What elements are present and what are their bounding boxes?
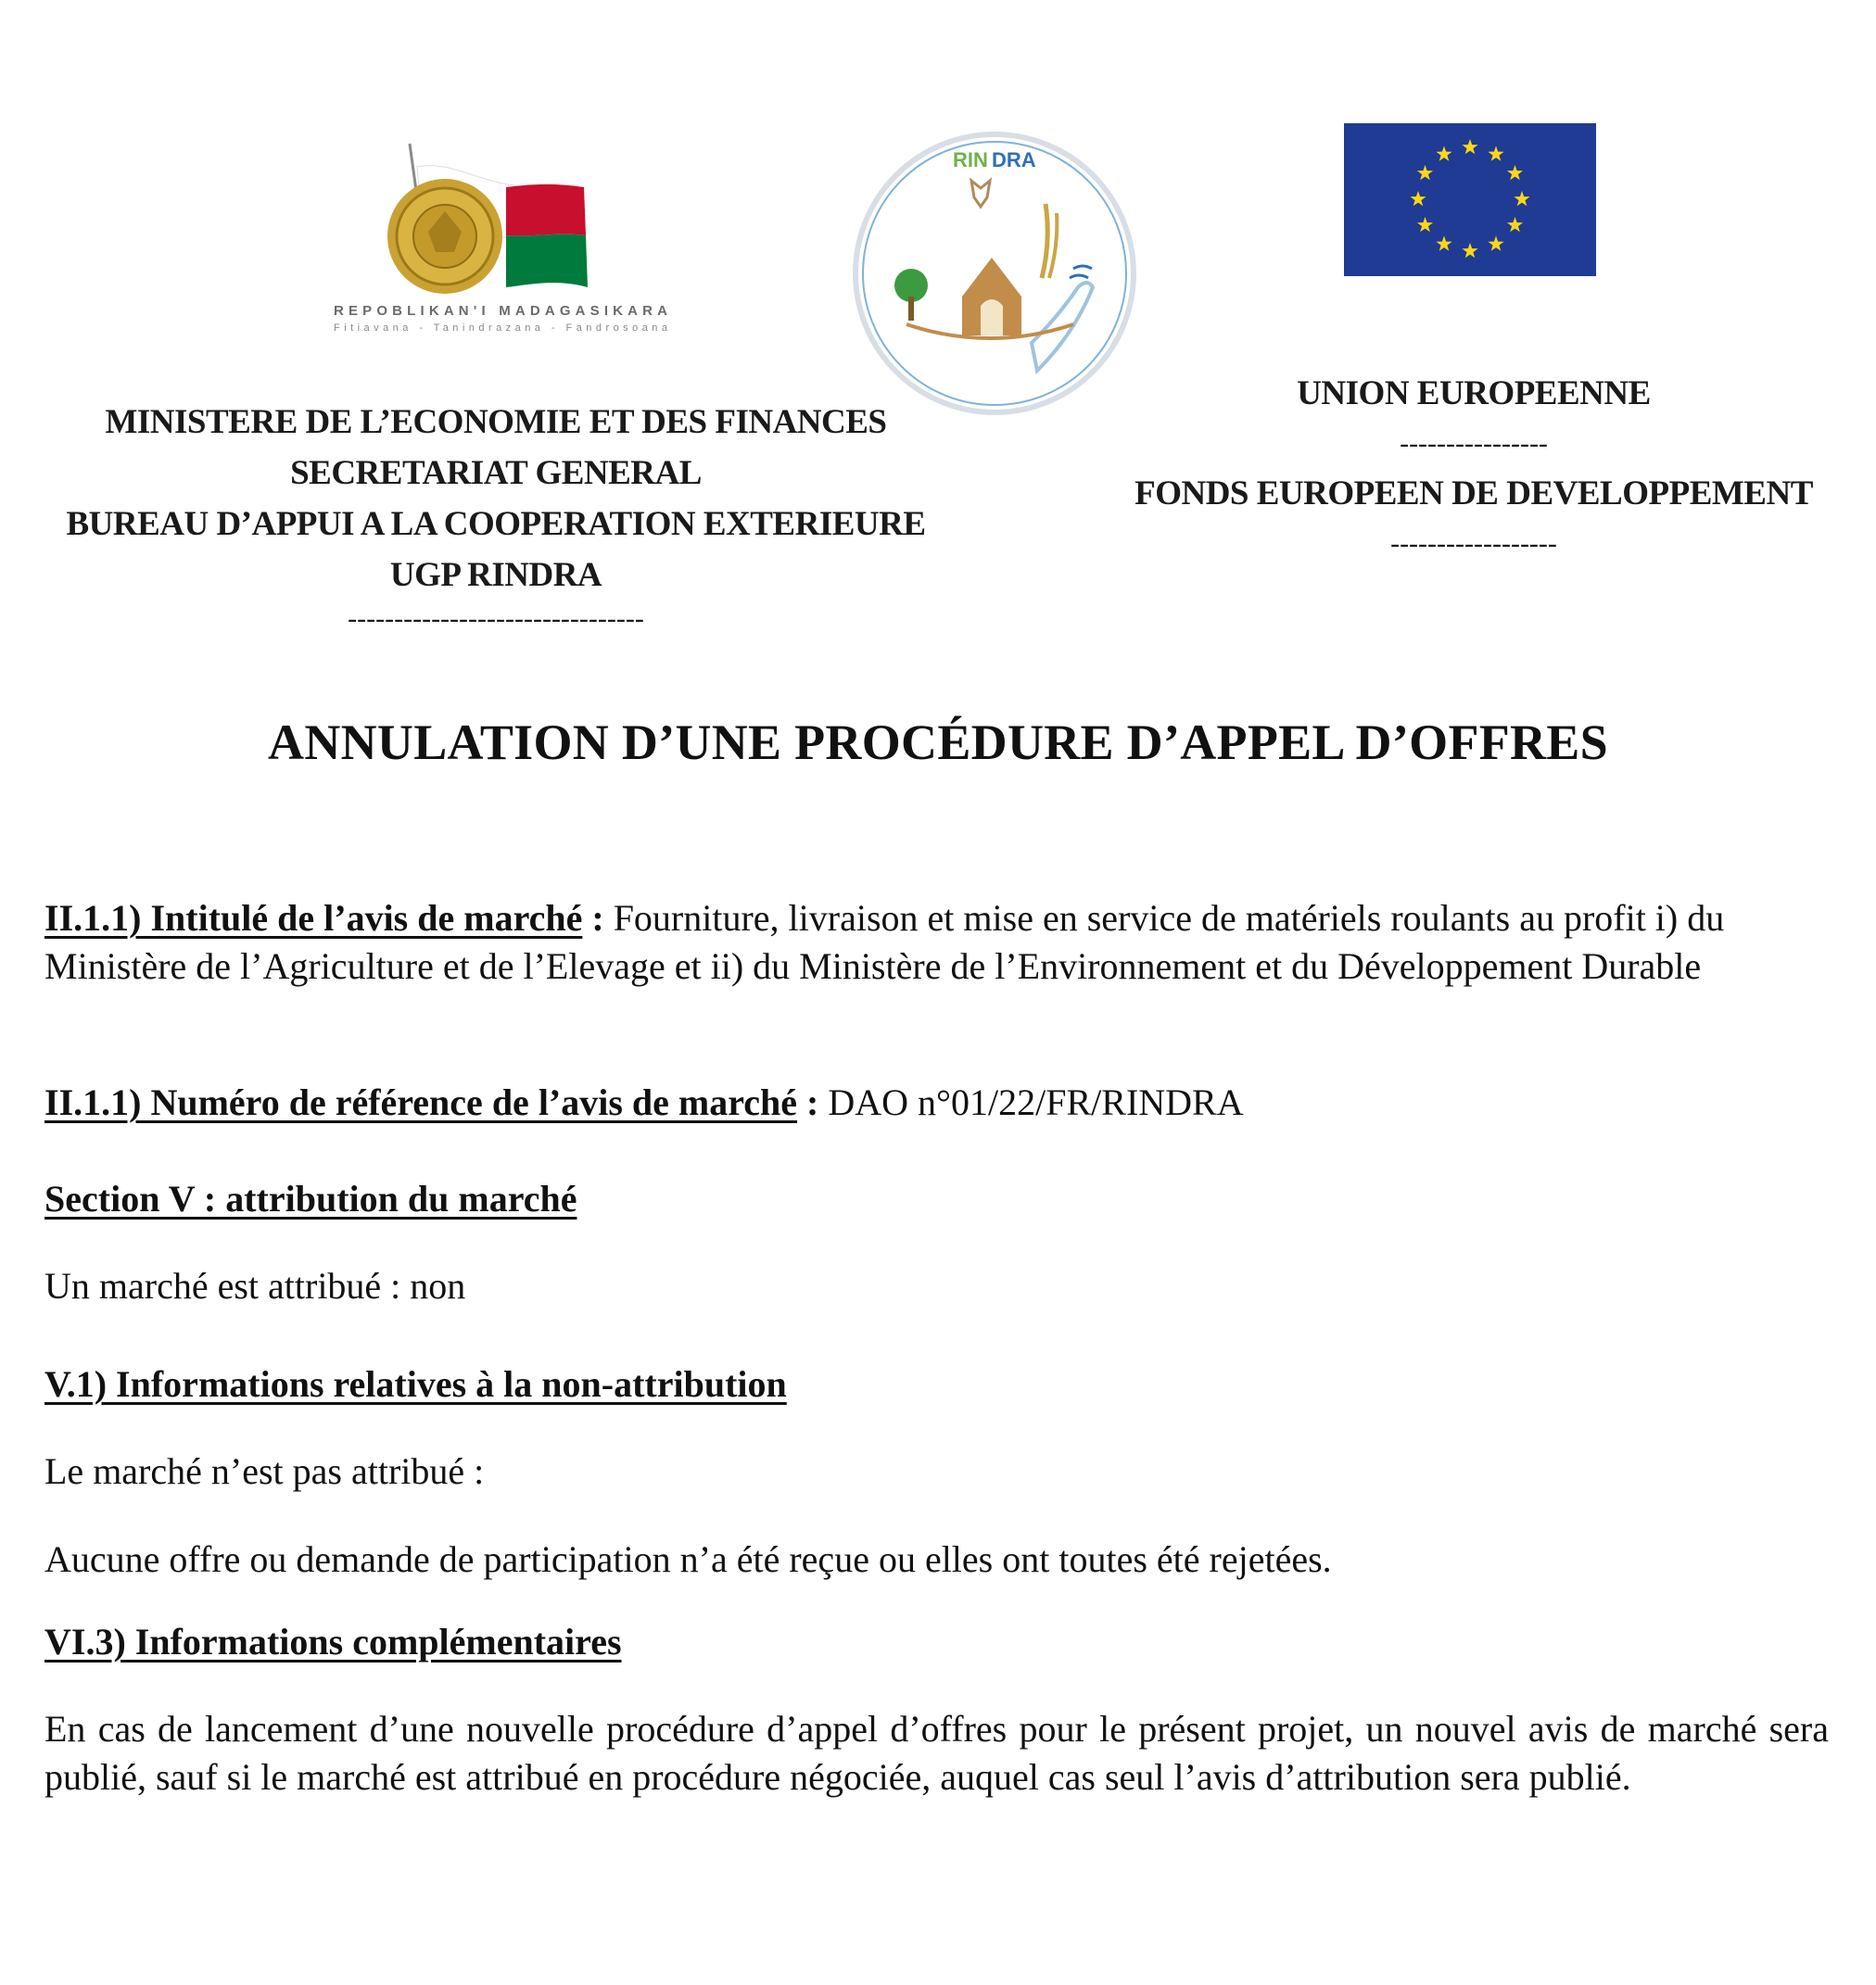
eu-star-icon [1462, 139, 1477, 154]
ministry-header-block [37, 397, 955, 638]
ministry-line-3: BUREAU D’APPUI A LA COOPERATION EXTERIEURE [66, 505, 926, 543]
eu-star-icon [1417, 165, 1433, 180]
eu-divider-1: ---------------- [1400, 428, 1548, 459]
eu-star-icon [1410, 191, 1426, 206]
section-v-heading [44, 1175, 1829, 1223]
reference-text: DAO n°01/22/FR/RINDRA [828, 1081, 1244, 1123]
eu-star-icon [1488, 146, 1503, 161]
svg-text:RIN: RIN [953, 148, 988, 171]
eu-star-icon [1514, 191, 1529, 206]
eu-star-icon [1417, 217, 1433, 232]
eu-star-icon [1507, 165, 1523, 180]
reference-label: II.1.1) Numéro de référence de l’avis de marché [44, 1081, 798, 1123]
ministry-line-2: SECRETARIAT GENERAL [290, 454, 702, 492]
intitule-paragraph [44, 894, 1829, 991]
eu-star-icon [1462, 243, 1477, 258]
eu-line-2: FONDS EUROPEEN DE DEVELOPPEMENT [1134, 474, 1813, 512]
eu-star-icon [1436, 146, 1451, 161]
eu-divider-2: ------------------ [1390, 528, 1557, 559]
intitule-separator: : [582, 897, 614, 939]
eu-star-icon [1507, 217, 1523, 232]
european-union-flag [1344, 123, 1596, 276]
document-title: ANNULATION D’UNE PROCÉDURE D’APPEL D’OFFRES [268, 714, 1608, 770]
rindra-program-logo [851, 130, 1138, 417]
eu-header-block [1112, 369, 1835, 569]
ministry-line-4: UGP RINDRA [389, 556, 602, 594]
reference-separator: : [797, 1081, 829, 1123]
eu-star-icon [1436, 236, 1451, 251]
madagascar-logo-lettering: REPOBLIKAN'I MADAGASIKARA [334, 303, 667, 319]
vi3-heading [44, 1618, 1829, 1666]
eu-line-1: UNION EUROPEENNE [1297, 374, 1651, 412]
madagascar-emblem-logo [324, 139, 677, 338]
complementaires-paragraph: En cas de lancement d’une nouvelle procédure d’appel d’offres pour le présent projet, un nouvel avis de marché sera publié, sauf si le marché est attribué en procédure négociée, auquel cas seul l’avis d’attribution sera publié. [44, 1708, 1829, 1798]
attribue-text: Un marché est attribué : non [44, 1265, 466, 1307]
reference-paragraph [44, 1079, 1829, 1127]
aucune-offre-text: Aucune offre ou demande de participation n’a été reçue ou elles ont toutes été rejetées. [44, 1538, 1332, 1580]
svg-text:DRA: DRA [992, 148, 1036, 171]
vi3-heading-text: VI.3) Informations complémentaires [44, 1621, 622, 1663]
intitule-text: Fourniture, livraison et mise en service de matériels roulants au profit i) du Ministère de l’Agriculture et de l’Elevage et ii) du Ministère de l’Environnement et du Développement Durable [44, 897, 1725, 987]
svg-text:Fitiavana - Tanindrazana - Fan: Fitiavana - Tanindrazana - Fandrosoana [334, 322, 667, 334]
v1-heading-text: V.1) Informations relatives à la non-attribution [44, 1363, 787, 1405]
eu-stars-circle [1344, 123, 1596, 276]
eu-star-icon [1488, 236, 1503, 251]
intitule-label: II.1.1) Intitulé de l’avis de marché [44, 897, 583, 939]
section-v-heading-text: Section V : attribution du marché [44, 1178, 577, 1220]
ministry-divider: -------------------------------- [348, 603, 644, 634]
v1-heading [44, 1360, 1829, 1409]
non-attribue-text: Le marché n’est pas attribué : [44, 1450, 485, 1492]
ministry-line-1: MINISTERE DE L’ECONOMIE ET DES FINANCES [105, 403, 887, 441]
